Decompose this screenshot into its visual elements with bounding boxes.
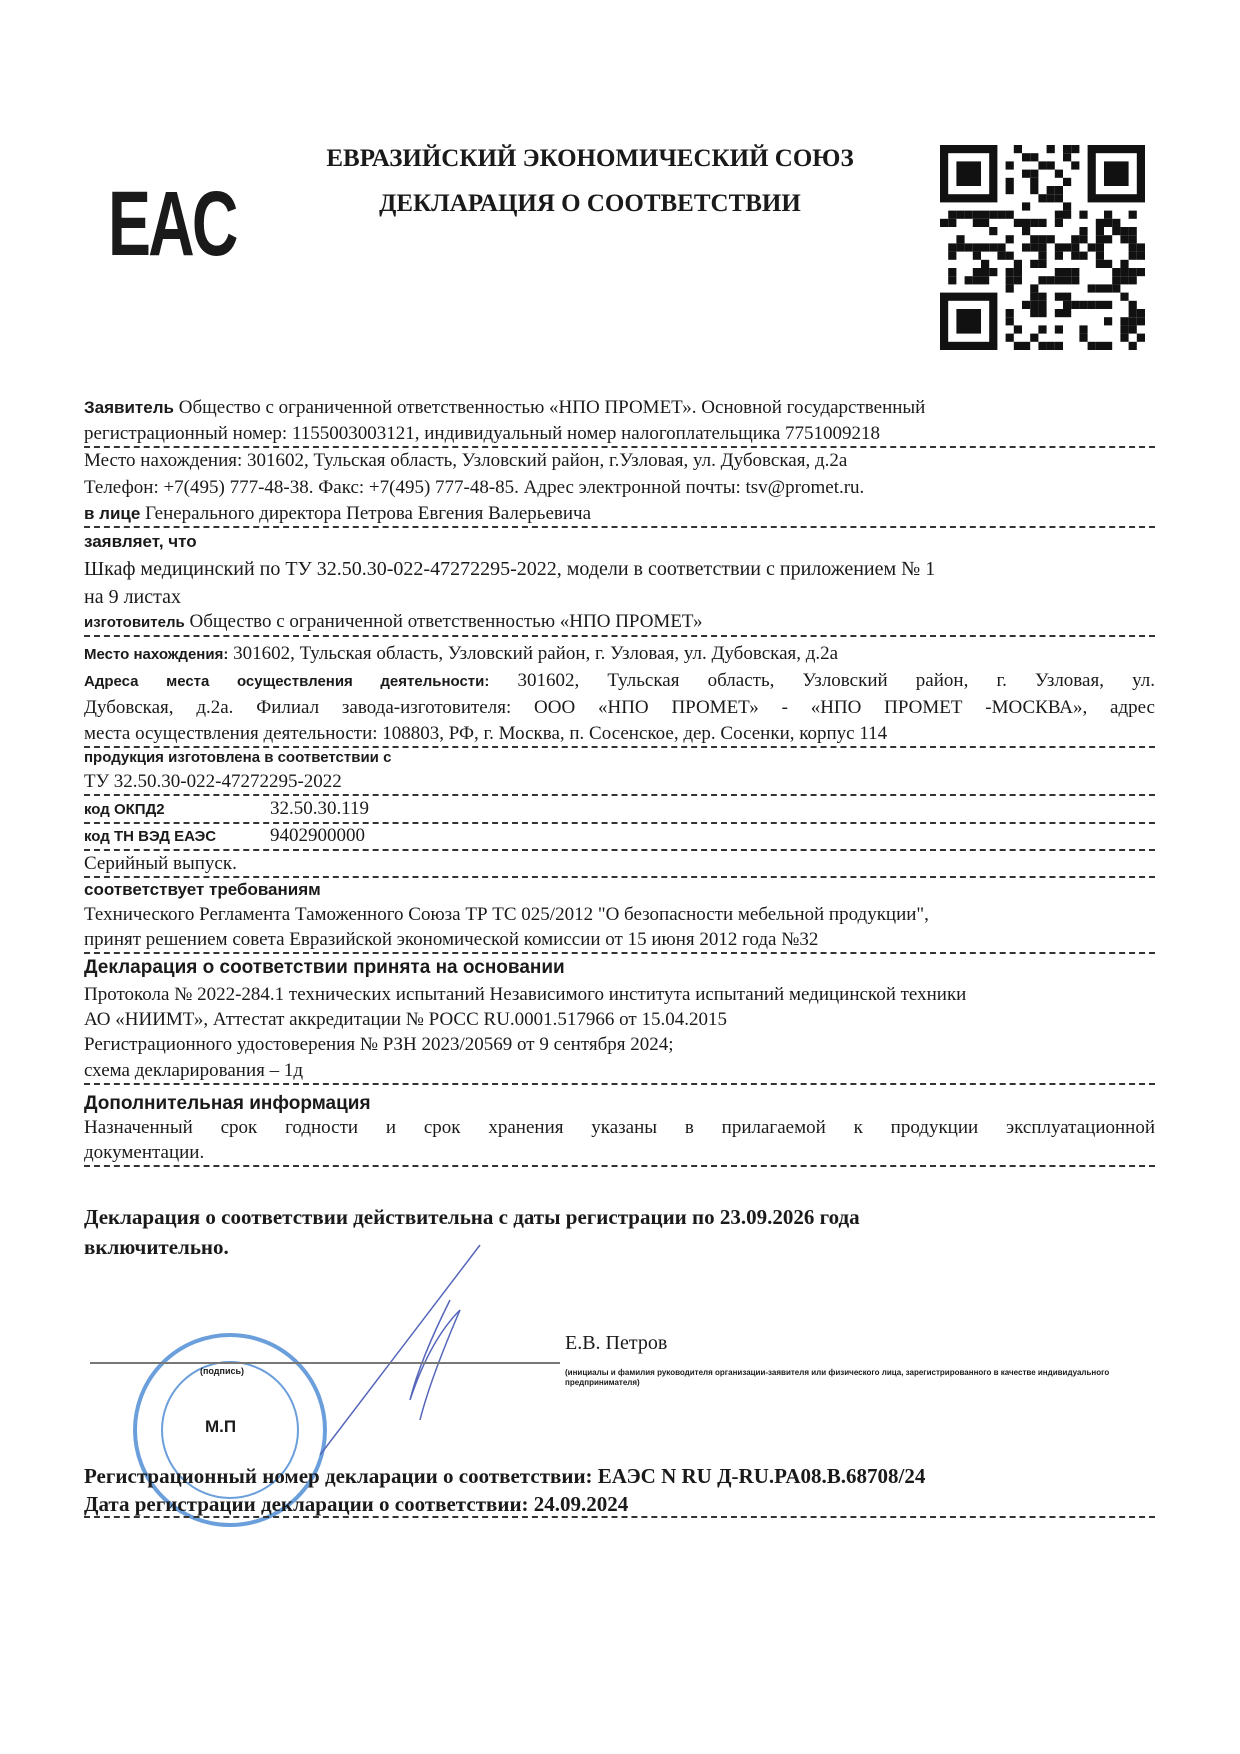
- title-union: ЕВРАЗИЙСКИЙ ЭКОНОМИЧЕСКИЙ СОЮЗ: [326, 145, 854, 172]
- basis-2: АО «НИИМТ», Аттестат аккредитации № РОСС RU.0001.517966 от 15.04.2015: [84, 1009, 727, 1030]
- okpd-label: код ОКПД2: [84, 801, 165, 818]
- declares-label: заявляет, что: [84, 532, 197, 551]
- requirements-2: принят решением совета Евразийской экономической комиссии от 15 июня 2012 года №32: [84, 928, 1155, 954]
- name-caption: (инициалы и фамилия руководителя организации-заявителя или физического лица, зарегистрированного в качестве индивидуального предпринимателя): [565, 1368, 1110, 1387]
- product-sheets: на 9 листах: [84, 586, 182, 608]
- manufacturer-location-label: Место нахождения:: [84, 646, 229, 663]
- signature-line: [90, 1362, 560, 1364]
- requirements-1: Технического Регламента Таможенного Союза ТР ТС 025/2012 "О безопасности мебельной продукции",: [84, 904, 929, 925]
- eac-logo: EAC: [108, 173, 236, 275]
- basis-label: Декларация о соответствии принята на основании: [84, 957, 565, 978]
- additional-label: Дополнительная информация: [84, 1093, 371, 1114]
- seal-place-label: М.П: [205, 1417, 237, 1436]
- activity-address-3: места осуществления деятельности: 108803, РФ, г. Москва, п. Сосенское, дер. Сосенки, корпус 114: [84, 722, 1155, 748]
- applicant-location: Место нахождения: 301602, Тульская область, Узловский район, г.Узловая, ул. Дубовская, д.2а: [84, 450, 848, 471]
- signature-caption: (подпись): [200, 1366, 245, 1376]
- representative-label: в лице: [84, 504, 141, 523]
- additional-2: документации.: [84, 1141, 1155, 1167]
- okpd-code: 32.50.30.119: [270, 798, 370, 819]
- applicant-label: Заявитель: [84, 398, 174, 417]
- manufacturer-location: 301602, Тульская область, Узловский район, г. Узловая, ул. Дубовская, д.2а: [233, 643, 839, 664]
- applicant-contacts: Телефон: +7(495) 777-48-38. Факс: +7(495) 777-48-85. Адрес электронной почты: tsv@promet.ru.: [84, 477, 865, 498]
- applicant-name: Общество с ограниченной ответственностью «НПО ПРОМЕТ». Основной государственный: [178, 397, 926, 418]
- product-standard-label: продукция изготовлена в соответствии с: [84, 749, 392, 766]
- basis-3: Регистрационного удостоверения № РЗН 2023/20569 от 9 сентября 2024;: [84, 1034, 674, 1055]
- representative: Генерального директора Петрова Евгения Валерьевича: [145, 503, 592, 524]
- applicant-ids: регистрационный номер: 1155003003121, индивидуальный номер налогоплательщика 7751009218: [84, 422, 1155, 448]
- activity-address-label: Адреса места осуществления деятельности:: [84, 673, 490, 690]
- product-standard: ТУ 32.50.30-022-47272295-2022: [84, 770, 1155, 796]
- validity-1: Декларация о соответствии действительна с даты регистрации по 23.09.2026 года: [84, 1205, 860, 1229]
- activity-address-2: Дубовская, д.2а. Филиал завода-изготовителя: ООО «НПО ПРОМЕТ» - «НПО ПРОМЕТ -МОСКВА», адрес: [84, 697, 1155, 718]
- manufacturer-label: изготовитель: [84, 614, 185, 631]
- requirements-label: соответствует требованиям: [84, 880, 321, 899]
- signature-scribble: [300, 1240, 500, 1460]
- product-description: Шкаф медицинский по ТУ 32.50.30-022-47272295-2022, модели в соответствии с приложением № 1: [84, 558, 936, 580]
- qr-code-icon: [940, 145, 1145, 350]
- basis-4: схема декларирования – 1д: [84, 1059, 1155, 1085]
- registration-date: Дата регистрации декларации о соответствии: 24.09.2024: [84, 1492, 1155, 1518]
- manufacturer-name: Общество с ограниченной ответственностью «НПО ПРОМЕТ»: [189, 611, 703, 632]
- signer-name: Е.В. Петров: [565, 1332, 668, 1354]
- tnved-code: 9402900000: [270, 825, 365, 846]
- activity-address-1: 301602, Тульская область, Узловский район, г. Узловая, ул.: [517, 670, 1156, 691]
- basis-1: Протокола № 2022-284.1 технических испытаний Независимого института испытаний медицинской техники: [84, 984, 967, 1005]
- validity-2: включительно.: [84, 1235, 229, 1259]
- tnved-label: код ТН ВЭД ЕАЭС: [84, 828, 217, 845]
- registration-number: Регистрационный номер декларации о соответствии: ЕАЭС N RU Д-RU.PA08.B.68708/24: [84, 1464, 926, 1488]
- serial-production: Серийный выпуск.: [84, 852, 1155, 878]
- title-declaration: ДЕКЛАРАЦИЯ О СООТВЕТСТВИИ: [379, 190, 801, 217]
- additional-1: Назначенный срок годности и срок хранения указаны в прилагаемой к продукции эксплуатационной: [84, 1117, 1155, 1138]
